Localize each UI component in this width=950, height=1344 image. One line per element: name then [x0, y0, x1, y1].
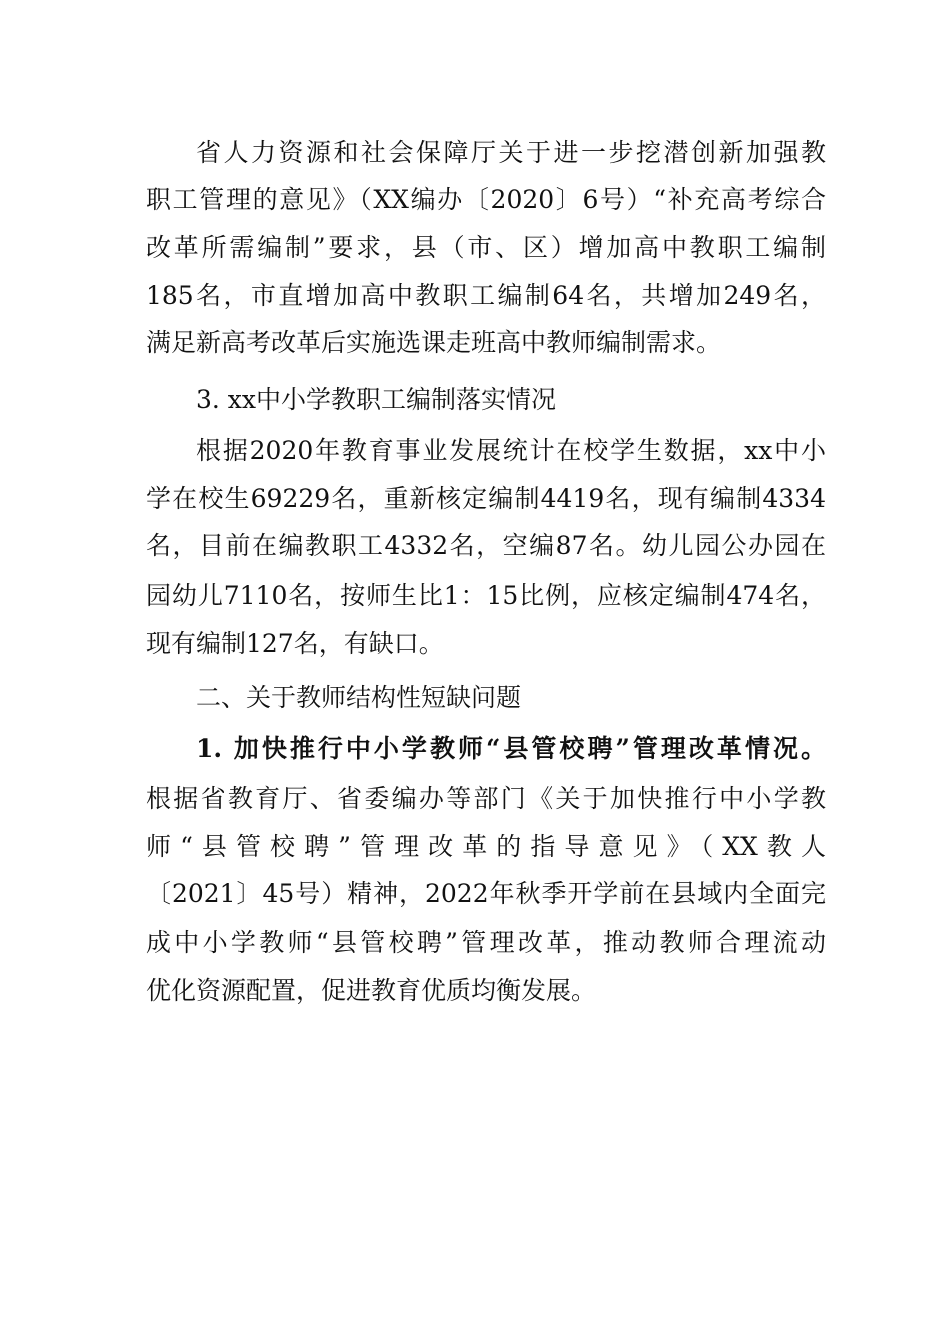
section-heading-2: 二、关于教师结构性短缺问题 [196, 683, 522, 712]
paragraph-3-line-2: 师“县管校聘”管理改革的指导意见》（XX教人 [146, 832, 826, 861]
paragraph-2-line-3: 名，目前在编教职工4332名，空编87名。幼儿园公办园在 [146, 531, 826, 560]
paragraph-1-line-1: 省人力资源和社会保障厅关于进一步挖潜创新加强教 [196, 138, 826, 167]
bold-heading-1: 1. 加快推行中小学教师“县管校聘”管理改革情况。 [196, 734, 826, 763]
paragraph-2-line-1: 根据2020年教育事业发展统计在校学生数据，xx中小 [196, 436, 826, 465]
paragraph-2-line-4: 园幼儿7110名，按师生比1：15比例，应核定编制474名， [146, 581, 826, 610]
subheading-3: 3. xx中小学教职工编制落实情况 [196, 385, 556, 414]
paragraph-2-line-5: 现有编制127名，有缺口。 [146, 629, 444, 658]
paragraph-3-line-3: 〔2021〕45号）精神，2022年秋季开学前在县域内全面完 [146, 879, 826, 908]
paragraph-3-line-5: 优化资源配置，促进教育优质均衡发展。 [146, 976, 597, 1005]
paragraph-1-line-3: 改革所需编制”要求，县（市、区）增加高中教职工编制 [146, 233, 826, 262]
paragraph-1-line-4: 185名，市直增加高中教职工编制64名，共增加249名， [146, 281, 826, 310]
paragraph-1-line-5: 满足新高考改革后实施选课走班高中教师编制需求。 [146, 328, 722, 357]
paragraph-2-line-2: 学在校生69229名，重新核定编制4419名，现有编制4334 [146, 484, 826, 513]
paragraph-3-line-1: 根据省教育厅、省委编办等部门《关于加快推行中小学教 [146, 784, 826, 813]
paragraph-3-line-4: 成中小学教师“县管校聘”管理改革，推动教师合理流动 [146, 928, 826, 957]
paragraph-1-line-2: 职工管理的意见》（XX编办〔2020〕6号）“补充高考综合 [146, 185, 826, 214]
